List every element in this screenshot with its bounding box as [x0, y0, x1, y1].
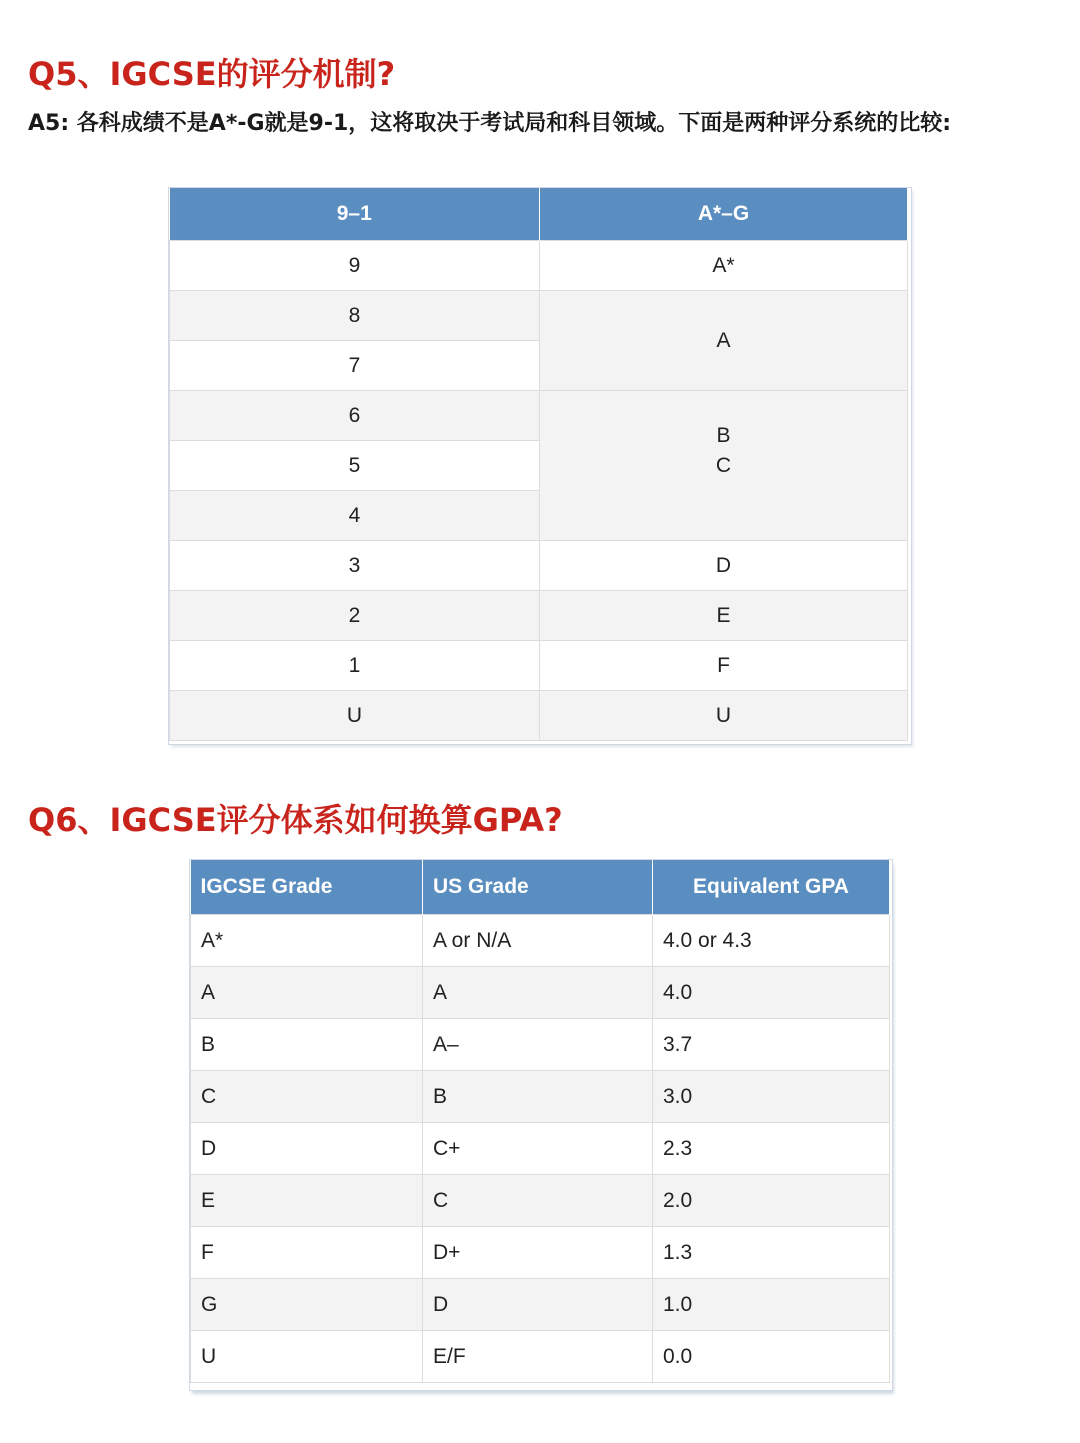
gpa-cell: 1.0 [653, 1279, 890, 1331]
igcse-grade-cell: A [191, 967, 423, 1019]
numeric-grade-cell: 6 [170, 391, 540, 441]
table-row [170, 591, 908, 641]
table-row [191, 1019, 890, 1071]
header-9-1: 9–1 [170, 188, 540, 241]
table-row [170, 541, 908, 591]
letter-grade-cell: A [540, 291, 908, 391]
us-grade-cell: A or N/A [423, 915, 653, 967]
gpa-conversion-table [190, 860, 892, 1390]
us-grade-cell: A– [423, 1019, 653, 1071]
numeric-grade-cell: 2 [170, 591, 540, 641]
igcse-grade-cell: A* [191, 915, 423, 967]
table-row [170, 241, 908, 291]
header-igcse-grade: IGCSE Grade [191, 860, 423, 915]
letter-grade-c: C [715, 454, 732, 477]
igcse-grade-cell: C [191, 1071, 423, 1123]
numeric-grade-cell: 4 [170, 491, 540, 541]
table-row [191, 1123, 890, 1175]
us-grade-cell: D [423, 1279, 653, 1331]
header-equivalent-gpa: Equivalent GPA [653, 860, 890, 915]
letter-grade-cell: F [540, 641, 908, 691]
numeric-grade-cell: 8 [170, 291, 540, 341]
numeric-grade-cell: 5 [170, 441, 540, 491]
table-row [191, 967, 890, 1019]
table-row [191, 1331, 890, 1383]
table-row [191, 1279, 890, 1331]
igcse-grade-cell: F [191, 1227, 423, 1279]
table-row [170, 391, 908, 441]
header-us-grade: US Grade [423, 860, 653, 915]
us-grade-cell: A [423, 967, 653, 1019]
letter-grade-cell-merged [540, 391, 908, 541]
letter-grade-b: B [716, 424, 731, 447]
letter-grade-cell: U [540, 691, 908, 741]
q6-heading: Q6、IGCSE评分体系如何换算GPA? [28, 801, 563, 839]
igcse-grade-cell: B [191, 1019, 423, 1071]
gpa-cell: 2.3 [653, 1123, 890, 1175]
gpa-cell: 0.0 [653, 1331, 890, 1383]
letter-grade-cell: D [540, 541, 908, 591]
igcse-grade-cell: D [191, 1123, 423, 1175]
numeric-grade-cell: 7 [170, 341, 540, 391]
table-row [191, 1227, 890, 1279]
table-row [191, 1175, 890, 1227]
table-row [170, 641, 908, 691]
us-grade-cell: C+ [423, 1123, 653, 1175]
numeric-grade-cell: U [170, 691, 540, 741]
gpa-cell: 3.0 [653, 1071, 890, 1123]
grade-comparison-table [169, 188, 911, 744]
numeric-grade-cell: 9 [170, 241, 540, 291]
us-grade-cell: D+ [423, 1227, 653, 1279]
q5-answer-text: A5: 各科成绩不是A*-G就是9-1，这将取决于考试局和科目领域。下面是两种评分系统的比较: [28, 111, 952, 136]
igcse-grade-cell: E [191, 1175, 423, 1227]
igcse-grade-cell: G [191, 1279, 423, 1331]
igcse-grade-cell: U [191, 1331, 423, 1383]
letter-grade-cell: E [540, 591, 908, 641]
us-grade-cell: E/F [423, 1331, 653, 1383]
table-row [170, 691, 908, 741]
table-row [170, 291, 908, 341]
q5-heading: Q5、IGCSE的评分机制? [28, 55, 396, 93]
numeric-grade-cell: 3 [170, 541, 540, 591]
table-row [191, 915, 890, 967]
us-grade-cell: B [423, 1071, 653, 1123]
gpa-cell: 4.0 or 4.3 [653, 915, 890, 967]
table-header-row [191, 860, 890, 915]
gpa-cell: 2.0 [653, 1175, 890, 1227]
table-row [191, 1071, 890, 1123]
header-a-star-g: A*–G [540, 188, 908, 241]
numeric-grade-cell: 1 [170, 641, 540, 691]
table-header-row [170, 188, 908, 241]
gpa-cell: 1.3 [653, 1227, 890, 1279]
letter-grade-cell: A* [540, 241, 908, 291]
us-grade-cell: C [423, 1175, 653, 1227]
gpa-cell: 4.0 [653, 967, 890, 1019]
gpa-cell: 3.7 [653, 1019, 890, 1071]
